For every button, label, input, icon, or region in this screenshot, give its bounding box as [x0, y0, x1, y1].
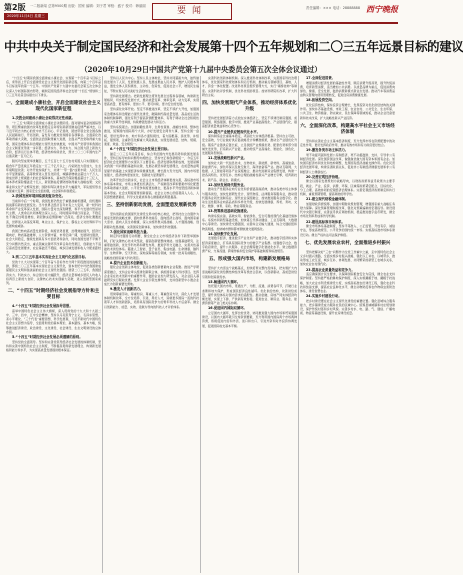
- paragraph: 保持制造业比重基本稳定，巩固壮大实体经济根基。坚持自主可控、安全高效，分行业做好供应链战略设计和精准施策，推动全产业链优化升级。锻造产业链供应链长板，立足我国产业规模优势、配套优势和部分领域先发优势，打造新兴产业链，推动传统产业高端化、智能化、绿色化，发展服务型制造。: [202, 134, 297, 156]
- column-divider: [298, 76, 299, 573]
- subsection-heading: 22.建设高标准市场体系。: [306, 219, 345, 224]
- section-heading: 四、加快发展现代产业体系，推动经济体系优化升级: [202, 101, 297, 113]
- subsection-heading: 1.决胜全面建成小康社会取得决定性成就。: [12, 116, 75, 121]
- paragraph: 高举中国特色社会主义伟大旗帜，深入贯彻党的十九大和十九届二中、三中、四中、五中全会精神，坚持以马克思列宁主义、毛泽东思想、邓小平理论、“三个代表”重要思想、科学发展观、习近平新时代中国特色社会主义思想为指导，全面贯彻党的基本理论、基本路线、基本方略，统筹推进经济建设、政治建设、文化建设、社会建设、生态文明建设的总体布局。: [6, 308, 101, 334]
- subsection-heading: 18.拓展投资空间。: [306, 98, 335, 103]
- article-subhead: （2020年10月29日中国共产党第十九届中央委员会第五次全体会议通过）: [80, 65, 322, 74]
- section-heading: 一、全面建成小康社会，开启全面建设社会主义现代化国家新征程: [6, 101, 101, 113]
- paragraph: 强化企业创新主体地位，促进各类创新要素向企业集聚。推进产学研深度融合，支持企业牵头组建创新联合体，承担国家重大科技项目。发挥企业家在技术创新中的重要作用，鼓励企业加大研发投入，对企业投入基础研究实行税收优惠。发挥大企业引领支撑作用，支持创新型中小微企业成长为创新重要发源地。: [104, 265, 199, 287]
- subsection-heading: 24.实施乡村建设行动。: [306, 294, 342, 299]
- subsection-heading: 21.建立现代财税金融体制。: [306, 197, 349, 202]
- article-headline: 中共中央关于制定国民经济和社会发展第十四个五年规划和二〇三五年远景目标的建议: [4, 39, 463, 54]
- subsection-heading: 7.强化国家战略科技力量。: [110, 229, 150, 234]
- subsection-heading: 15.畅通国内大循环。: [208, 279, 241, 284]
- paragraph: 毫不动摇巩固和发展公有制经济，毫不动摇鼓励、支持、引导非公有制经济发展。深化国资国企改革，做强做优做大国有资本和国有企业。加快国有经济布局优化和结构调整，发挥国有经济战略支撑作用。优化民营经济发展环境，构建亲清政商关系，促进非公有制经济健康发展和非公有制经济人士健康成长。: [300, 152, 395, 174]
- paragraph: 坚持新发展理念。把新发展理念贯穿发展全过程和各领域，构建新发展格局，切实转变发展方式，推动质量变革、效率变革、动力变革，实现更高质量、更有效率、更加公平、更可持续、更为安全的发展。: [104, 93, 199, 107]
- paragraph: 贯彻尊重劳动、尊重知识、尊重人才、尊重创造方针，深化人才发展体制机制改革，全方位培养、引进、用好人才，造就更多国际一流的科技领军人才和创新团队，培养具有国际竞争力的青年科技人才后备军。健全以创新能力、质量、实效、贡献为导向的科技人才评价体系。: [104, 291, 199, 309]
- subsection-heading: 23.提高农业质量效益和竞争力。: [306, 267, 355, 272]
- subsection-heading: 9.激发人才创新活力。: [110, 287, 144, 292]
- paragraph: 把乡村建设摆在社会主义现代化建设的重要位置。强化县城综合服务能力，把乡镇建设成为服务农民的区域中心。统筹县域城镇和村庄规划建设，保护传统村落和乡村风貌。完善乡村水、电、路、气、通信、广播电视、物流等基础设施，提升农房建设质量。: [300, 298, 395, 316]
- paragraph: “十四五”时期是我国全面建成小康社会、实现第一个百年奋斗目标之后，乘势而上开启全面建设社会主义现代化国家新征程、向第二个百年奋斗目标进军的第一个五年。中国共产党第十九届中央委员会第五次全体会议深入分析国际国内形势，就制定国民经济和社会发展“十四五”规划和二〇三五年远景目标提出以下建议。: [6, 76, 101, 97]
- paragraph: 增强消费对经济发展的基础性作用，顺应消费升级趋势，提升传统消费，培育新型消费，适当增加公共消费。以质量品牌为重点，促进消费向绿色、健康、安全发展，鼓励消费新模式新业态发展。推动汽车等消费品由购买管理向使用管理转变，促进住房消费健康发展。: [300, 80, 395, 98]
- paragraph: 适应确保国计民生要求，以保障国家粮食安全为底线，健全农业支持保护制度。坚持最严格的耕地保护制度，深入实施藏粮于地、藏粮于技战略，加大农业水利设施建设力度，实施高标准农田建设工程，强化农业科技和装备支撑，提高农业良种化水平，健全动物防疫和农作物病虫害防治体系，建设智慧农业。: [300, 272, 395, 294]
- paragraph: 发展数字经济，推进数字产业化和产业数字化，推动数字经济和实体经济深度融合，打造具有国际竞争力的数字产业集群。加强数字社会、数字政府建设，提升公共服务、社会治理等数字化智能化水平。建立数据资源产权、交易流通、跨境传输和安全保护等基础制度和标准规范。: [202, 236, 297, 254]
- masthead-info: 一二版新闻 总第9500期 出版：国家 编辑：刘子君 审校：盛子 校对：韩丽丽: [30, 4, 146, 8]
- column-divider: [200, 76, 201, 573]
- subsection-heading: 3.到二〇三五年基本实现社会主义现代化远景目标。: [12, 255, 89, 260]
- paragraph: 坚持创新在我国现代化建设全局中的核心地位，把科技自立自强作为国家发展的战略支撑，面向世界科技前沿、面向经济主战场、面向国家重大需求、面向人民生命健康，深入实施科教兴国战略、人才强国战略、创新驱动发展战略，完善国家创新体系，加快建设科技强国。: [104, 212, 199, 229]
- subsection-heading: 17.全面促进消费。: [306, 76, 335, 80]
- paragraph: 推动生产性服务业向专业化和价值链高端延伸，推动各类市场主体参与服务供给，加快发展研发设计、现代物流、法律服务等服务业，推动现代服务业同先进制造业、现代农业深度融合，加快推进服务业数字化。推动生活性服务业向高品质和多样化升级，加快发展健康、养老、育幼、文化、旅游、体育、家政、物业等服务业。: [202, 187, 297, 209]
- text-column-4: [300, 76, 395, 573]
- paragraph: 立足国内大循环，发挥比较优势，协同推进强大国内市场和贸易强国建设，以国内大循环吸引全球资源要素，充分利用国内国际两个市场两种资源，积极促进内需和外需、进口和出口、引进外资和对外投资协调发展，促进国际收支基本平衡。: [202, 311, 297, 328]
- subsection-heading: 2.我国发展环境面临深刻复杂变化。: [12, 194, 65, 199]
- text-column-3: [202, 76, 297, 573]
- paragraph: 党的十九大对实现第二个百年奋斗目标作出分两个阶段推进的战略安排，即到二〇三五年基本实现社会主义现代化，到本世纪中叶把我国建成富强民主文明和谐美丽的社会主义现代化强国。展望二〇三五年，我国经济实力、科技实力、综合国力将大幅跃升，经济总量和城乡居民人均收入将再迈上新的大台阶，关键核心技术实现重大突破，进入创新型国家前列。: [6, 259, 101, 285]
- paragraph: 加强财政资源统筹，加强中期财政规划管理，增强国家重大战略任务财力保障。深化预算管理制度改革，强化对预算编制的宏观指导。建设现代中央银行制度，完善货币供应调控机制，稳妥推进数字货币研发，健全市场化利率形成和传导机制。: [300, 201, 395, 219]
- paragraph: 坚持扩大内需这个战略基点，加快培育完整内需体系，把实施扩大内需战略同深化供给侧结构性改革有机结合起来，以创新驱动、高质量供给引领和创造新需求。: [202, 266, 297, 279]
- paragraph: 坚持以人民为中心。坚持人民主体地位，坚持共同富裕方向，始终做到发展为了人民、发展依靠人民、发展成果由人民共享，维护人民根本利益，激发全体人民积极性、主动性、创造性，促进社会公平，增进民生福祉，不断实现人民对美好生活的向往。: [104, 76, 199, 93]
- paragraph: 锚定二〇三五年远景目标，综合考虑国内外发展趋势和我国发展条件，坚持目标导向和问题导向相结合，坚持守正和创新相统一，今后五年经济社会发展要努力实现以下主要目标。经济发展取得新成效，发展是解决我国一切问题的基础和关键，发展必须坚持新发展理念，在质量效益明显提升的基础上实现经济持续健康发展，增长潜力充分发挥，国内市场更加强大，经济结构更加优化，创新能力显著提升。: [104, 151, 199, 177]
- paragraph: 改革开放迈出新步伐，社会主义市场经济体制更加完善，高标准市场体系基本建成，市场主体更加充满活力，产权制度改革和要素市场化配置改革取得重大进展，公平竞争制度更加健全，更高水平开放型经济新体制基本形成。社会文明程度得到新提高，社会主义核心价值观深入人心，人民思想道德素质、科学文化素质和身心健康素质明显提高。: [104, 178, 199, 199]
- paragraph: 脱贫攻坚成果举世瞩目，五千五百七十五万农村贫困人口实现脱贫；粮食年产量连续五年稳定在一万三千亿斤以上；污染防治力度加大，生态环境明显改善；对外开放持续扩大，共建“一带一路”成果丰硕；人民生活水平显著提高，高等教育进入普及化阶段，城镇新增就业超过六千万人，建成世界上规模最大的社会保障体系，基本医疗保险覆盖超过十三亿人，基本养老保险覆盖近十亿人，新冠肺炎疫情防控取得重大战略成果；文化事业和文化产业繁荣发展；国防和军队建设水平大幅提升，军队组织形态实现重大变革；国家安全全面加强，社会保持和谐稳定。: [6, 159, 101, 193]
- paragraph: 健全市场体系基础制度，坚持平等准入、公正监管、开放有序、诚信守法，形成高效规范、公平竞争的国内统一市场。实施高标准市场体系建设行动。健全产权执法司法保护制度。: [300, 224, 395, 237]
- subsection-heading: 5.“十四五”时期经济社会发展必须遵循的原则。: [12, 334, 83, 339]
- subsection-heading: 8.提升企业技术创新能力。: [110, 260, 150, 265]
- paragraph: 坚持和完善社会主义基本经济制度，充分发挥市场在资源配置中的决定性作用，更好发挥政府作用，推动有效市场和有为政府更好结合。: [300, 138, 395, 148]
- paragraph: 当前和今后一个时期，我国发展仍然处于重要战略机遇期，但机遇和挑战都有新的发展变化。当今世界正经历百年未有之大变局，新一轮科技革命和产业变革深入发展，国际力量对比深刻调整，和平与发展仍然是时代主题，人类命运共同体理念深入人心，同时国际环境日趋复杂，不稳定性不确定性明显增加，新冠肺炎疫情影响广泛深远，经济全球化遭遇逆流，世界进入动荡变革期，单边主义、保护主义、霸权主义对世界和平与发展构成威胁。: [6, 198, 101, 228]
- subsection-heading: 4.“十四五”时期经济社会发展指导思想。: [12, 304, 73, 309]
- text-column-2: [104, 76, 199, 573]
- paragraph: 完善科技创新体制机制。深入推进科技体制改革，完善国家科技治理体系，优化国家科技规划体系和运行机制，推动重点领域项目、基地、人才、资金一体化配置。改进科技项目组织管理方式，实行“揭榜挂帅”等制度。完善科技评价机制，优化科技奖励项目。加快科研院所改革，扩大科研自主权。: [202, 76, 297, 97]
- subsection-heading: 16.促进国内国际双循环。: [208, 306, 247, 311]
- paragraph: “十三五”时期是全面建成小康社会决胜阶段。面对错综复杂的国际形势、艰巨繁重的国内改革发展稳定任务特别是新冠肺炎疫情严重冲击，以习近平同志为核心的党中央不忘初心、牢记使命，团结带领全党全国各族人民砥砺前行、开拓创新，奋发有为推进党和国家各项事业。全面深化改革取得重大突破，全面依法治国取得重大进展，全面从严治党取得重大成果，国家治理体系和治理能力现代化加快推进，中国共产党领导和我国社会主义制度优势进一步彰显；经济实力、科技实力、综合国力跃上新的大台阶，经济运行总体平稳，经济结构持续优化，预计二〇二〇年国内生产总值突破一百万亿元。: [6, 120, 101, 159]
- newspaper-logo: 西宁晚报: [366, 4, 398, 14]
- subsection-heading: 12.加快发展现代服务业。: [208, 182, 247, 187]
- paragraph: 我国已转向高质量发展阶段，制度优势显著，治理效能提升，经济长期向好，物质基础雄厚，人力资源丰富，市场空间广阔，发展韧性强劲，社会大局稳定，继续发展具有多方面优势和条件，同时我国发展不平衡不充分问题仍然突出，重点领域关键环节改革任务仍然艰巨，创新能力不适应高质量发展要求，农业基础还不稳固，城乡区域发展和收入分配差距较大。: [6, 229, 101, 255]
- subsection-heading: 20.完善宏观经济治理。: [306, 174, 342, 179]
- section-heading: 五、形成强大国内市场，构建新发展格局: [209, 257, 290, 263]
- paragraph: 制定科技强国行动纲要，健全社会主义市场经济条件下新型举国体制，打好关键核心技术攻坚战，提高创新链整体效能。加强基础研究、注重原始创新，优化学科布局和研发布局，推进学科交叉融合，完善共性基础技术供给体系。瞄准人工智能、量子信息、集成电路、生命健康、脑科学、生物育种、空天科技、深地深海等前沿领域，实施一批具有前瞻性、战略性的国家重大科技项目。: [104, 234, 199, 260]
- paragraph: 坚持把解决好“三农”问题作为全党工作重中之重，走中国特色社会主义乡村振兴道路，全面实施乡村振兴战略，强化以工补农、以城带乡，推动形成工农互促、城乡互补、协调发展、共同繁荣的新型工农城乡关系，加快农业农村现代化。: [300, 249, 395, 267]
- section-heading: 六、全面深化改革，构建高水平社会主义市场经济体制: [300, 123, 395, 135]
- editor-info: 责任编辑：××× 电话：28888888: [306, 6, 360, 10]
- subsection-heading: 14.加快数字化发展。: [208, 231, 241, 236]
- subsection-heading: 19.激发各类市场主体活力。: [306, 148, 349, 153]
- paragraph: 健全以国家发展规划为战略导向，以财政政策和货币政策为主要手段，就业、产业、投资、消费、环保、区域等政策紧密配合，目标优化、分工合理、高效协同的宏观经济治理体系。完善宏观经济政策制定和执行机制，重视预期管理，提高调控的科学性。: [300, 179, 395, 197]
- subsection-heading: 11.发展战略性新兴产业。: [208, 156, 247, 161]
- section-heading: 三、坚持创新驱动发展，全面塑造发展新优势: [106, 203, 197, 209]
- section-label: 要闻: [152, 3, 232, 20]
- paragraph: 坚持系统观念。加强前瞻性思考、全局性谋划、战略性布局、整体性推进，统筹国内国际两个大局，办好发展安全两件大事，坚持全国一盘棋，更好发挥中央、地方和各方面积极性，着力固根基、扬优势、补短板、强弱项，注重防范化解重大风险挑战，实现发展质量、结构、规模、速度、效益、安全相统一。: [104, 125, 199, 147]
- column-divider: [102, 76, 103, 573]
- paragraph: 依托强大国内市场，贯通生产、分配、流通、消费各环节，打破行业垄断和地方保护，形成国民经济良性循环。优化供给结构，改善供给质量，提升供给体系对国内需求的适配性。推动金融、房地产同实体经济均衡发展，实现上下游、产供销有效衔接，促进农业、制造业、服务业、能源资源等产业门类关系协调。: [202, 284, 297, 306]
- section-heading: 七、优先发展农业农村，全面推进乡村振兴: [304, 240, 391, 246]
- paragraph: 优化投资结构，保持投资合理增长，发挥投资对优化供给结构的关键作用。加快补齐基础设施、市政工程、农业农村、公共安全、生态环保、公共卫生、物资储备、防灾减灾、民生保障等领域短板，推动企业设备更新和技术改造，扩大战略性新兴产业投资。: [300, 103, 395, 120]
- section-heading: 二、“十四五”时期经济社会发展指导方针和主要目标: [7, 289, 100, 301]
- masthead-rule: [4, 22, 398, 24]
- subsection-heading: 13.统筹推进基础设施建设。: [208, 209, 251, 214]
- text-column-1: [6, 76, 101, 573]
- paragraph: 构建系统完备、高效实用、智能绿色、安全可靠的现代化基础设施体系。系统布局新型基础设施，加快第五代移动通信、工业互联网、大数据中心等建设。加快建设交通强国，完善综合运输大通道、综合交通枢纽和物流网络，加快城市群和都市圈轨道交通网络化。: [202, 214, 297, 231]
- paragraph: 坚持深化改革开放。坚定不移推进改革，坚定不移扩大开放，加强国家治理体系和治理能力现代化建设，破除制约高质量发展、高品质生活的体制机制障碍，强化有利于提高资源配置效率、有利于调动全社会积极性的重大改革开放举措，持续增强发展动力和活力。: [104, 107, 199, 125]
- masthead: [0, 0, 402, 22]
- page-number: 第2版: [4, 3, 26, 12]
- issue-date: 2020年11月4日 星期三: [4, 13, 48, 20]
- paragraph: 坚持党的全面领导。坚持和完善党领导经济社会发展的体制机制，坚持和完善中国特色社会主义制度，不断提高贯彻新发展理念、构建新发展格局能力和水平，为实现高质量发展提供根本保证。: [6, 339, 101, 352]
- paragraph: 坚持把发展经济着力点放在实体经济上，坚定不移建设制造强国、质量强国、网络强国、数字中国，推进产业基础高级化、产业链现代化，提高经济质量效益和核心竞争力。: [202, 116, 297, 129]
- subsection-heading: 10.提升产业链供应链现代化水平。: [208, 129, 260, 134]
- paragraph: 加快壮大新一代信息技术、生物技术、新能源、新材料、高端装备、新能源汽车、绿色环保以及航空航天、海洋装备等产业。推动互联网、大数据、人工智能等同各产业深度融合，推动先进制造业集群发展，构建一批各具特色、优势互补、结构合理的战略性新兴产业增长引擎，培育新技术、新产品、新业态、新模式。: [202, 160, 297, 182]
- subsection-heading: 6.“十四五”时期经济社会发展主要目标。: [110, 147, 171, 152]
